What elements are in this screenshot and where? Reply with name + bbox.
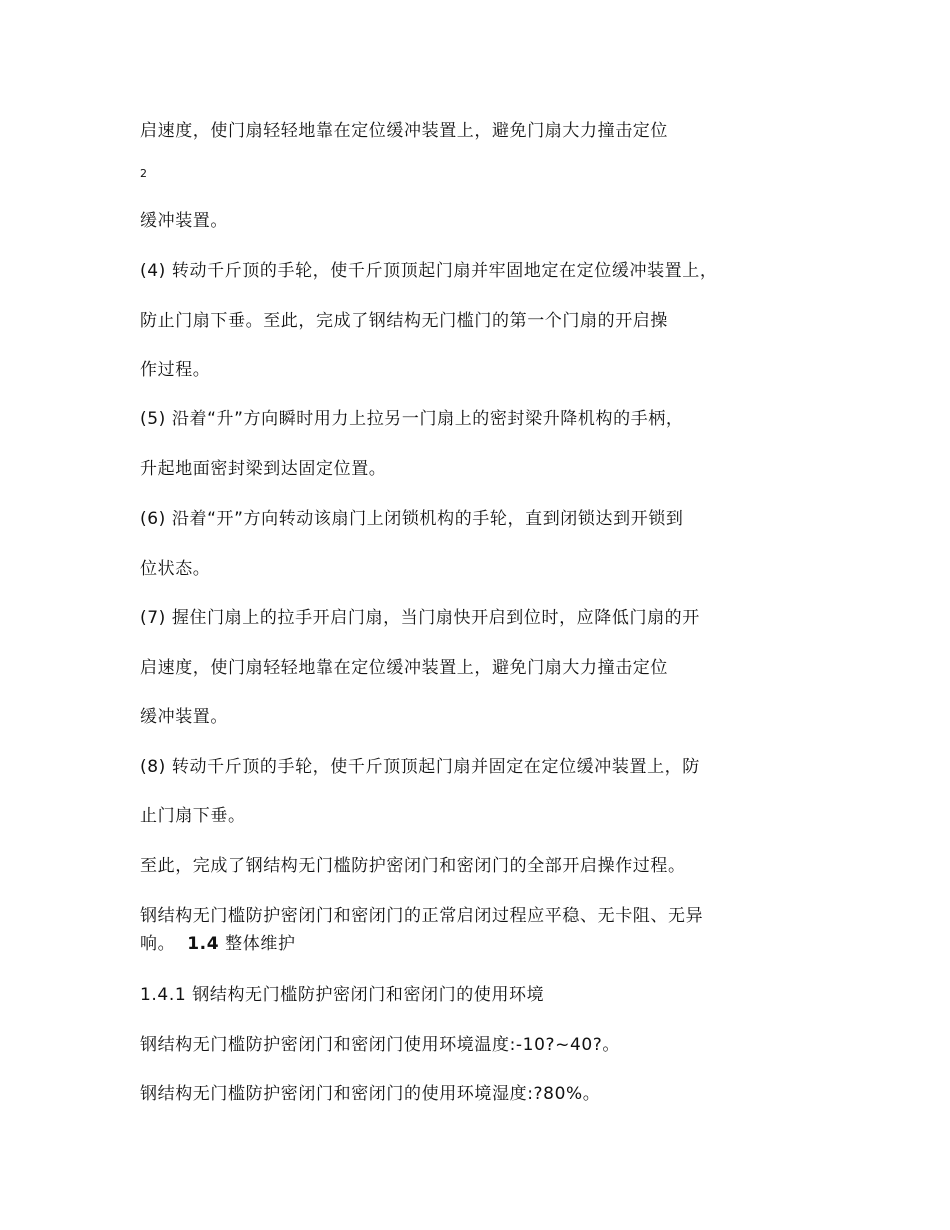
- text-line: 钢结构无门槛防护密闭门和密闭门的使用环境湿度:?80%。: [140, 1084, 601, 1104]
- section-heading-title: 整体维护: [225, 934, 296, 954]
- text-line: (5) 沿着“升”方向瞬时用力上拉另一门扇上的密封梁升降机构的手柄，: [140, 409, 684, 429]
- text-line: 位状态。: [140, 559, 211, 579]
- text-line: 钢结构无门槛防护密闭门和密闭门使用环境温度:-10?~40?。: [140, 1035, 621, 1055]
- text-line: 作过程。: [140, 360, 211, 380]
- subsection-heading: 1.4.1 钢结构无门槛防护密闭门和密闭门的使用环境: [140, 985, 545, 1005]
- text-line: 启速度，使门扇轻轻地靠在定位缓冲装置上，避免门扇大力撞击定位: [140, 658, 668, 678]
- text-line: (7) 握住门扇上的拉手开启门扇，当门扇快开启到位时，应降低门扇的开: [140, 608, 700, 628]
- section-heading-number: 1.4: [187, 934, 220, 954]
- text-line: (4) 转动千斤顶的手轮，使千斤顶顶起门扇并牢固地定在定位缓冲装置上，: [140, 261, 718, 281]
- text-line: 启速度，使门扇轻轻地靠在定位缓冲装置上，避免门扇大力撞击定位: [140, 121, 668, 141]
- text-line: 缓冲装置。: [140, 211, 228, 231]
- text-line: 缓冲装置。: [140, 707, 228, 727]
- text-line: 防止门扇下垂。至此，完成了钢结构无门槛门的第一个门扇的开启操: [140, 311, 668, 331]
- text-line-with-heading: [140, 933, 296, 955]
- text-line: 钢结构无门槛防护密闭门和密闭门的正常启闭过程应平稳、无卡阻、无异: [140, 906, 704, 926]
- text-line: (8) 转动千斤顶的手轮，使千斤顶顶起门扇并固定在定位缓冲装置上，防: [140, 757, 700, 777]
- text-line: 至此，完成了钢结构无门槛防护密闭门和密闭门的全部开启操作过程。: [140, 856, 686, 876]
- text-fragment: 响。: [140, 934, 176, 954]
- text-line: 止门扇下垂。: [140, 806, 246, 826]
- page-number: 2: [140, 167, 147, 180]
- text-line: (6) 沿着“开”方向转动该扇门上闭锁机构的手轮，直到闭锁达到开锁到: [140, 509, 684, 529]
- text-line: 升起地面密封梁到达固定位置。: [140, 459, 387, 479]
